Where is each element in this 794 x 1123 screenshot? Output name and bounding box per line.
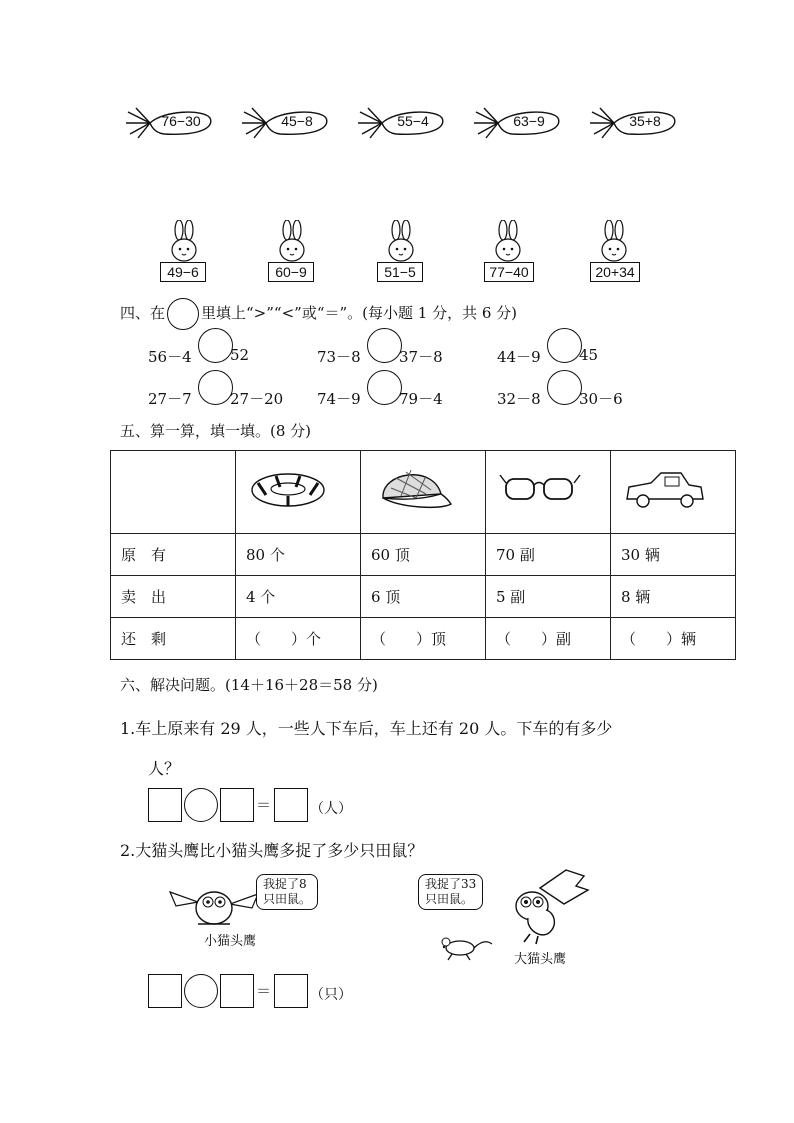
answer-box[interactable] [148,788,182,822]
unit-label: （只） [310,987,352,1003]
big-owl-caption: 大猫头鹰 [514,952,567,967]
table-cell: 8 辆 [611,576,736,618]
bunny-label: 77−40 [484,262,534,282]
bunny-icon [600,220,628,264]
small-owl-caption: 小猫头鹰 [204,934,257,949]
bubble-line: 我捉了33 [425,877,477,891]
answer-cell[interactable]: （ ）副 [486,618,611,660]
row-label: 卖 出 [111,576,236,618]
compare-right: 52 [230,346,250,364]
carrot-label: 45−8 [281,113,313,129]
table-cell: 80 个 [236,534,361,576]
cap-icon [371,460,461,520]
carrot-label: 35+8 [629,113,661,129]
compare-item [317,346,443,367]
table-cell: 6 顶 [361,576,486,618]
table-corner-cell [111,451,236,534]
toy-car-cell [611,451,736,534]
table-row [111,451,736,534]
section-4-title-post: 里填上“>”“<”或“＝”。(每小题 1 分，共 6 分) [201,304,518,322]
compare-item [497,388,623,409]
unit-label: （人） [310,801,352,817]
carrot-label: 63−9 [513,113,545,129]
bunny-label: 49−6 [160,262,206,282]
glasses-cell [486,451,611,534]
compare-right: 27－20 [230,390,284,408]
question-1-line-2: 人？ [148,759,181,778]
compare-item [497,346,599,367]
section-6-title: 六、解决问题。(14＋16＋28＝58 分) [120,676,378,694]
big-owl-speech-bubble [418,874,483,910]
bunny-icon [278,220,306,264]
compare-circle[interactable] [198,328,233,363]
compare-item [148,346,250,367]
answer-box[interactable] [220,974,254,1008]
carrot-label: 55−4 [397,113,429,129]
answer-cell[interactable]: （ ）辆 [611,618,736,660]
compare-right: 30－6 [579,390,623,408]
table-row [111,576,736,618]
table-cell: 70 副 [486,534,611,576]
compare-left: 56－4 [148,348,192,366]
big-owl-illustration [506,868,590,948]
carrot-label: 76−30 [161,113,201,129]
bunny [375,220,445,290]
operator-circle[interactable] [184,788,218,822]
mouse-illustration [436,932,496,962]
row-label: 还 剩 [111,618,236,660]
small-owl-speech-bubble [256,874,318,910]
question-1-line-1: 1.车上原来有 29 人，一些人下车后，车上还有 20 人。下车的有多少 [120,719,613,738]
equation-2 [148,974,368,1008]
compare-right: 79－4 [399,390,443,408]
carrot [588,104,680,142]
bunny-label: 51−5 [377,262,423,282]
section-4-title-pre: 四、在 [120,304,166,322]
carrot [124,104,216,142]
compare-circle[interactable] [547,328,582,363]
bunny [588,220,658,290]
bunny-icon [387,220,415,264]
bubble-line: 我捉了8 [263,877,307,891]
answer-box[interactable] [148,974,182,1008]
big-owl-icon [506,868,590,948]
compare-item [148,388,284,409]
bunny-label: 60−9 [268,262,314,282]
bunny [158,220,228,290]
bunny [266,220,336,290]
compare-circle[interactable] [547,370,582,405]
compare-circle[interactable] [367,328,402,363]
glasses-icon [496,465,586,515]
operator-circle[interactable] [184,974,218,1008]
section-4-title [120,298,517,330]
answer-box[interactable] [274,974,308,1008]
compare-item [317,388,443,409]
carrot [356,104,448,142]
mouse-icon [436,932,496,962]
swim-ring-icon [246,465,336,515]
compare-left: 73－8 [317,348,361,366]
bunny-icon [170,220,198,264]
table-cell: 5 副 [486,576,611,618]
table-cell: 30 辆 [611,534,736,576]
cap-cell [361,451,486,534]
bunny [482,220,552,290]
answer-box[interactable] [220,788,254,822]
row-label: 原 有 [111,534,236,576]
compare-right: 37－8 [399,348,443,366]
bunny-label: 20+34 [590,262,640,282]
equation-1 [148,788,368,822]
section-5-title: 五、算一算，填一填。(8 分) [120,422,312,440]
small-owl-icon [168,874,264,934]
circle-blank-icon [167,298,199,330]
question-2: 2.大猫头鹰比小猫头鹰多捉了多少只田鼠？ [120,841,424,860]
bunny-icon [494,220,522,264]
compare-left: 32－8 [497,390,541,408]
compare-left: 74－9 [317,390,361,408]
carrot [472,104,564,142]
compare-circle[interactable] [198,370,233,405]
equals-sign: ＝ [256,796,272,814]
swim-ring-cell [236,451,361,534]
answer-cell[interactable]: （ ）顶 [361,618,486,660]
bubble-line: 只田鼠。 [263,892,312,906]
bubble-line: 只田鼠。 [425,892,474,906]
compare-left: 44－9 [497,348,541,366]
table-row [111,618,736,660]
table-row [111,534,736,576]
compare-right: 45 [579,346,599,364]
answer-cell[interactable]: （ ）个 [236,618,361,660]
equals-sign: ＝ [256,982,272,1000]
compare-circle[interactable] [367,370,402,405]
carrot [240,104,332,142]
answer-box[interactable] [274,788,308,822]
table-cell: 60 顶 [361,534,486,576]
toy-car-icon [621,465,711,515]
goods-table [110,450,736,660]
table-cell: 4 个 [236,576,361,618]
compare-left: 27－7 [148,390,192,408]
